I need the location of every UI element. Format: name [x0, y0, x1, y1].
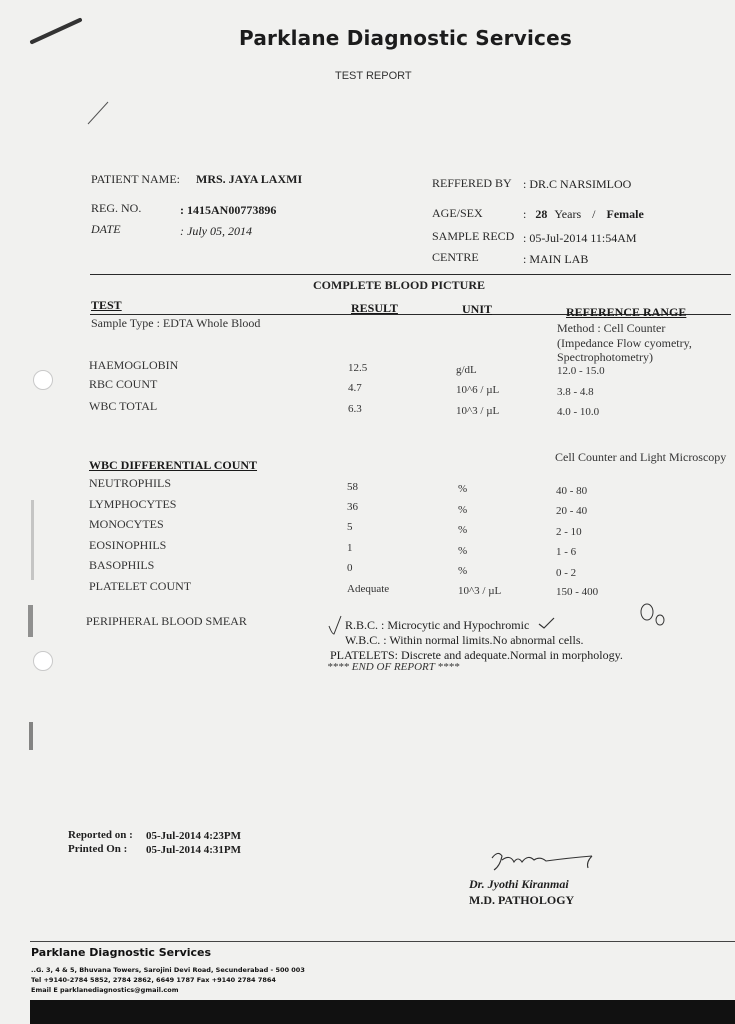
scan-mark — [31, 500, 34, 580]
patient-name: MRS. JAYA LAXMI — [196, 172, 303, 186]
test-result: Adequate — [347, 583, 390, 595]
scan-mark — [28, 605, 33, 637]
col-reference: REFERENCE RANGE — [566, 305, 687, 319]
age: 28 — [535, 207, 548, 221]
footer-lab-name: Parklane Diagnostic Services — [31, 946, 212, 959]
scan-edge — [30, 1000, 735, 1024]
test-unit: % — [458, 483, 468, 495]
smear-platelets: PLATELETS: Discrete and adequate.Normal in morphology. — [330, 648, 623, 662]
footer-phone: Tel +9140-2784 5852, 2784 2862, 6649 1787 Fax +9140 2784 7864 — [31, 976, 276, 984]
check-mark-icon — [538, 616, 556, 630]
date-value: : July 05, 2014 — [180, 224, 252, 238]
test-unit: % — [458, 545, 468, 557]
doctor-qualification: M.D. PATHOLOGY — [469, 893, 575, 907]
test-result: 58 — [347, 481, 358, 493]
scan-mark — [29, 722, 33, 750]
referred-by-value: : DR.C NARSIMLOO — [523, 177, 632, 191]
col-result: RESULT — [351, 301, 398, 315]
test-name: NEUTROPHILS — [89, 476, 172, 490]
divider — [90, 274, 731, 275]
test-unit: % — [458, 524, 468, 536]
smear-label: PERIPHERAL BLOOD SMEAR — [86, 614, 247, 628]
report-type: TEST REPORT — [335, 70, 412, 82]
test-ref: 4.0 - 10.0 — [557, 406, 600, 418]
punch-hole-bottom — [33, 651, 53, 671]
test-ref: 20 - 40 — [556, 505, 588, 517]
age-sex-label: AGE/SEX — [432, 206, 483, 220]
test-result: 6.3 — [348, 403, 362, 415]
sex: Female — [606, 207, 644, 221]
test-name: LYMPHOCYTES — [89, 497, 177, 511]
date-label: DATE — [91, 222, 121, 236]
age-sex-value: : 28 Years / Female — [523, 207, 644, 221]
section-title: COMPLETE BLOOD PICTURE — [313, 278, 486, 292]
test-name: WBC TOTAL — [89, 399, 158, 413]
centre-label: CENTRE — [432, 250, 479, 264]
test-unit: % — [458, 565, 468, 577]
test-result: 1 — [347, 542, 353, 554]
reported-on-label: Reported on : — [68, 829, 133, 841]
footer-divider — [30, 941, 735, 942]
test-unit: % — [458, 504, 468, 516]
footer-address: ..G. 3, 4 & 5, Bhuvana Towers, Sarojini Devi Road, Secunderabad - 500 003 — [31, 966, 305, 974]
test-ref: 12.0 - 15.0 — [557, 365, 605, 377]
test-name: BASOPHILS — [89, 558, 155, 572]
smear-rbc: R.B.C. : Microcytic and Hypochromic — [345, 618, 530, 632]
col-unit: UNIT — [462, 302, 493, 316]
differential-title: WBC DIFFERENTIAL COUNT — [89, 458, 258, 472]
smear-wbc: W.B.C. : Within normal limits.No abnormal cells. — [345, 633, 584, 647]
test-unit: 10^6 / µL — [456, 384, 500, 396]
patient-name-label: PATIENT NAME: — [91, 172, 181, 186]
doctor-signature — [488, 848, 608, 876]
test-name: HAEMOGLOBIN — [89, 358, 179, 372]
reg-no-label: REG. NO. — [91, 201, 142, 215]
printed-on-label: Printed On : — [68, 843, 128, 855]
reported-on-value: 05-Jul-2014 4:23PM — [146, 830, 242, 842]
test-result: 12.5 — [348, 362, 368, 374]
test-ref: 2 - 10 — [556, 526, 582, 538]
pen-stroke-mark — [28, 14, 88, 54]
method-line: Method : Cell Counter — [557, 321, 666, 335]
doctor-name: Dr. Jyothi Kiranmai — [469, 877, 569, 891]
test-name: EOSINOPHILS — [89, 538, 167, 552]
test-name: PLATELET COUNT — [89, 579, 192, 593]
method-line: (Impedance Flow cyometry, — [557, 336, 692, 350]
test-result: 0 — [347, 562, 353, 574]
test-ref: 40 - 80 — [556, 485, 588, 497]
check-mark-icon — [327, 614, 343, 636]
centre-value: : MAIN LAB — [523, 252, 589, 266]
sample-recd-label: SAMPLE RECD — [432, 229, 515, 243]
reg-no-value: : 1415AN00773896 — [180, 203, 277, 217]
col-test: TEST — [91, 298, 122, 312]
method-line: Spectrophotometry) — [557, 350, 653, 364]
referred-by-label: REFFERED BY — [432, 176, 512, 190]
printed-on-value: 05-Jul-2014 4:31PM — [146, 844, 242, 856]
test-name: MONOCYTES — [89, 517, 164, 531]
lab-name-heading: Parklane Diagnostic Services — [239, 26, 572, 50]
test-ref: 1 - 6 — [556, 546, 577, 558]
test-unit: g/dL — [456, 364, 477, 376]
punch-hole-top — [33, 370, 53, 390]
differential-method: Cell Counter and Light Microscopy — [555, 450, 727, 464]
test-ref: 150 - 400 — [556, 586, 599, 598]
sample-recd-value: : 05-Jul-2014 11:54AM — [523, 231, 637, 245]
footer-email: Email E parklanediagnostics@gmail.com — [31, 986, 179, 994]
test-result: 5 — [347, 521, 353, 533]
test-result: 36 — [347, 501, 358, 513]
test-name: RBC COUNT — [89, 377, 158, 391]
test-unit: 10^3 / µL — [458, 585, 502, 597]
tick-mark — [84, 98, 114, 128]
sample-type: Sample Type : EDTA Whole Blood — [91, 316, 261, 330]
test-unit: 10^3 / µL — [456, 405, 500, 417]
handwritten-mark — [636, 600, 672, 630]
test-ref: 3.8 - 4.8 — [557, 386, 594, 398]
test-result: 4.7 — [348, 382, 362, 394]
test-ref: 0 - 2 — [556, 567, 577, 579]
end-of-report: **** END OF REPORT **** — [327, 661, 460, 673]
